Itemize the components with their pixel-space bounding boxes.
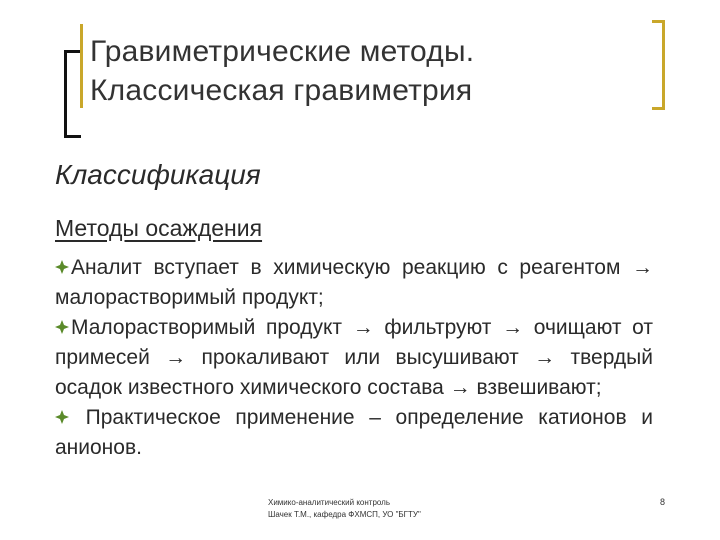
bullet-item [55,403,653,463]
diamond-bullet-icon [55,320,69,334]
footer-author: Шачек Т.М., кафедра ФХМСП, УО "БГТУ" [268,510,421,519]
section-heading: Методы осаждения [55,215,263,241]
bullet-text: Аналит вступает в химическую реакцию с реагентом → малорастворимый продукт; [55,256,653,309]
page-number: 8 [660,497,666,507]
diamond-bullet-icon [55,260,69,274]
title-line-2: Классическая гравиметрия [90,74,473,107]
bullet-list [55,253,653,463]
slide-title [90,32,650,110]
bullet-item [55,253,653,313]
footer [268,497,421,521]
bullet-text: Практическое применение – определение катионов и анионов. [55,406,653,459]
left-black-bracket [64,50,81,138]
right-gold-bracket [652,20,665,110]
slide-subtitle: Классификация [55,159,261,190]
title-line-1: Гравиметрические методы. [90,35,475,68]
bullet-item [55,313,653,403]
diamond-bullet-icon [55,410,69,424]
footer-course: Химико-аналитический контроль [268,498,391,507]
bullet-text: Малорастворимый продукт → фильтруют → очищают от примесей → прокаливают или высушивают → твердый осадок известного химического состава → взвешивают; [55,316,653,399]
